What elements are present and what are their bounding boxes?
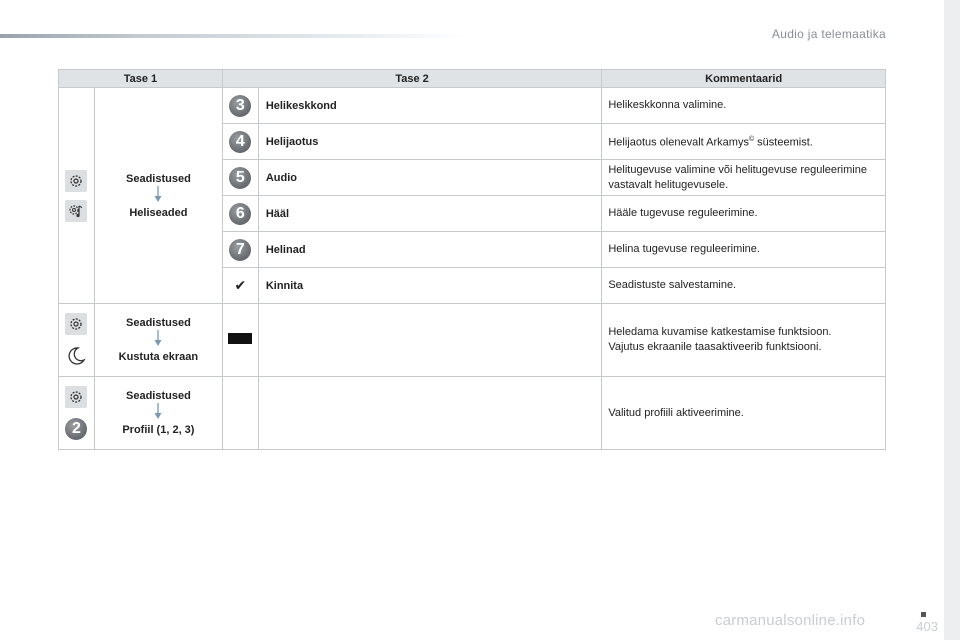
row-label: Hääl (258, 196, 602, 232)
table-header-row (59, 70, 886, 88)
header-level2: Tase 2 (222, 70, 601, 88)
moon-icon (65, 345, 87, 367)
table-row (59, 88, 886, 124)
screen-off-icon (228, 333, 252, 344)
arrow-down-icon (153, 403, 163, 421)
page-marker (921, 612, 926, 617)
row-comment: Heledama kuvamise katkestamise funktsioon. Vajutus ekraanile taasaktiveerib funktsiooni. (602, 304, 886, 377)
number-badge: 2 (65, 418, 87, 440)
right-edge-strip (944, 0, 960, 640)
checkmark-icon: ✔ (234, 277, 247, 293)
header-comments: Kommentaarid (602, 70, 886, 88)
number-badge: 3 (229, 95, 251, 117)
section-title: Audio ja telemaatika (771, 27, 886, 41)
row-comment: Hääle tugevuse reguleerimine. (602, 196, 886, 232)
row-label: Kinnita (258, 268, 602, 304)
group1-menu (94, 88, 222, 304)
row-label: Audio (258, 160, 602, 196)
group1-icons (59, 88, 95, 304)
row-comment: Helina tugevuse reguleerimine. (602, 232, 886, 268)
number-badge: 6 (229, 203, 251, 225)
row-label: Helinad (258, 232, 602, 268)
menu-settings-label: Seadistused (126, 317, 191, 329)
table-row (59, 304, 886, 377)
sound-settings-icon (65, 200, 87, 222)
row-label: Helijaotus (258, 124, 602, 160)
menu-table (58, 69, 886, 450)
settings-gear-icon (65, 386, 87, 408)
row-comment: Valitud profiili aktiveerimine. (602, 377, 886, 450)
number-badge: 4 (229, 131, 251, 153)
page-number: 403 (916, 619, 938, 634)
menu-settings-label: Seadistused (126, 172, 191, 185)
row-comment: Seadistuste salvestamine. (602, 268, 886, 304)
menu-sound-settings-label: Heliseaded (129, 206, 188, 219)
watermark: carmanualsonline.info (715, 612, 866, 629)
row-comment: Helikeskkonna valimine. (602, 88, 886, 124)
settings-gear-icon (65, 170, 87, 192)
table-row (59, 377, 886, 450)
arrow-down-icon (153, 186, 163, 204)
header-level1: Tase 1 (59, 70, 223, 88)
top-decorative-bar (0, 34, 470, 38)
row-comment: Helitugevuse valimine või helitugevuse reguleerimine vastavalt helitugevusele. (602, 160, 886, 196)
menu-profile-label: Profiil (1, 2, 3) (122, 424, 195, 436)
number-badge: 5 (229, 167, 251, 189)
number-badge: 7 (229, 239, 251, 261)
row-comment: Helijaotus olenevalt Arkamys© süsteemist. (602, 124, 886, 160)
menu-screen-off-label: Kustuta ekraan (118, 351, 199, 363)
settings-gear-icon (65, 313, 87, 335)
row-label: Helikeskkond (258, 88, 602, 124)
menu-settings-label: Seadistused (126, 390, 191, 402)
arrow-down-icon (153, 330, 163, 348)
